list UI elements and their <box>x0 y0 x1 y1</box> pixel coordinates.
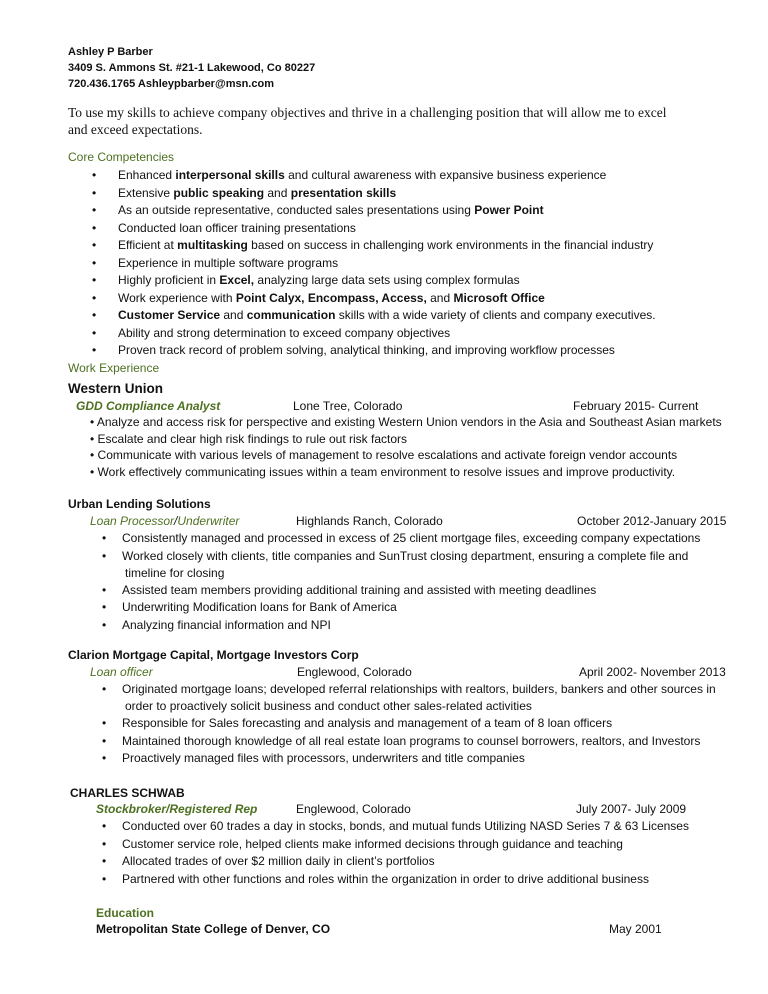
job-bullets <box>90 414 722 480</box>
list-item: • Conducted over 60 trades a day in stocks, bonds, and mutual funds Utilizing NASD Series 7 & 63 Licenses <box>100 818 689 836</box>
job-role: Loan Processor/Underwriter <box>90 514 240 528</box>
list-item: • Partnered with other functions and roles within the organization in order to drive additional business <box>100 871 689 889</box>
list-item: • Assisted team members providing additional training and assisted with meeting deadlines <box>100 582 700 600</box>
list-item: • Worked closely with clients, title companies and SunTrust closing department, ensuring a complete file and timeline for closing <box>100 548 700 582</box>
job-dates: October 2012-January 2015 <box>577 514 727 528</box>
job-bullets <box>100 681 716 768</box>
job-bullets <box>100 530 700 634</box>
list-item: • Enhanced interpersonal skills and cultural awareness with expansive business experience <box>68 167 656 185</box>
job-location: Englewood, Colorado <box>296 802 411 816</box>
list-item: • Underwriting Modification loans for Bank of America <box>100 599 700 617</box>
list-item: • Communicate with various levels of management to resolve escalations and activate foreign vendor accounts <box>90 447 722 464</box>
list-item: • Work effectively communicating issues within a team environment to resolve issues and improve productivity. <box>90 464 722 481</box>
list-item: • Escalate and clear high risk findings to rule out risk factors <box>90 431 722 448</box>
list-item: • Ability and strong determination to exceed company objectives <box>68 325 656 343</box>
list-item: • Customer service role, helped clients make informed decisions through guidance and teaching <box>100 836 689 854</box>
job-dates: February 2015- Current <box>573 399 699 413</box>
core-competencies-title: Core Competencies <box>68 150 175 164</box>
list-item: • As an outside representative, conducted sales presentations using Power Point <box>68 202 656 220</box>
list-item: • Responsible for Sales forecasting and analysis and management of a team of 8 loan officers <box>100 715 716 733</box>
list-item: • Conducted loan officer training presentations <box>68 220 656 238</box>
job-role: Loan officer <box>90 665 153 679</box>
list-item: • Maintained thorough knowledge of all real estate loan programs to counsel borrowers, realtors, and Investors <box>100 733 716 751</box>
list-item: • Experience in multiple software programs <box>68 255 656 273</box>
education-school: Metropolitan State College of Denver, CO <box>96 922 331 936</box>
list-item: • Efficient at multitasking based on success in challenging work environments in the financial industry <box>68 237 656 255</box>
core-competencies-list <box>68 167 656 360</box>
job-location: Lone Tree, Colorado <box>293 399 403 413</box>
education-date: May 2001 <box>609 922 662 936</box>
job-location: Highlands Ranch, Colorado <box>296 514 443 528</box>
company-western-union: Western Union <box>68 381 164 396</box>
list-item: • Originated mortgage loans; developed referral relationships with realtors, builders, bankers and other sources in order to proactively solicit business and conduct other sales-related activities <box>100 681 716 715</box>
contact-phone-email: 720.436.1765 Ashleypbarber@msn.com <box>68 78 274 90</box>
job-location: Englewood, Colorado <box>297 665 412 679</box>
contact-address: 3409 S. Ammons St. #21-1 Lakewood, Co 80227 <box>68 62 316 74</box>
list-item: • Highly proficient in Excel, analyzing large data sets using complex formulas <box>68 272 656 290</box>
list-item: • Extensive public speaking and presentation skills <box>68 185 656 203</box>
company-charles-schwab: CHARLES SCHWAB <box>70 786 185 800</box>
job-role: Stockbroker/Registered Rep <box>96 802 258 816</box>
list-item: • Proactively managed files with processors, underwriters and title companies <box>100 750 716 768</box>
list-item: • Allocated trades of over $2 million daily in client’s portfolios <box>100 853 689 871</box>
work-experience-title: Work Experience <box>68 361 160 375</box>
list-item: • Work experience with Point Calyx, Encompass, Access, and Microsoft Office <box>68 290 656 308</box>
company-clarion-mortgage: Clarion Mortgage Capital, Mortgage Investors Corp <box>68 648 359 662</box>
list-item: • Customer Service and communication skills with a wide variety of clients and company executives. <box>68 307 656 325</box>
job-dates: July 2007- July 2009 <box>576 802 687 816</box>
contact-name: Ashley P Barber <box>68 46 153 58</box>
job-dates: April 2002- November 2013 <box>579 665 726 679</box>
company-urban-lending: Urban Lending Solutions <box>68 497 211 511</box>
education-title: Education <box>96 906 155 920</box>
list-item: • Analyze and access risk for perspective and existing Western Union vendors in the Asia and Southeast Asian markets <box>90 414 722 431</box>
job-bullets <box>100 818 689 888</box>
list-item: • Consistently managed and processed in excess of 25 client mortgage files, exceeding company expectations <box>100 530 700 548</box>
job-role: GDD Compliance Analyst <box>76 399 221 413</box>
list-item: • Analyzing financial information and NPI <box>100 617 700 635</box>
list-item: • Proven track record of problem solving, analytical thinking, and improving workflow processes <box>68 342 656 360</box>
objective-statement: To use my skills to achieve company objectives and thrive in a challenging position that will allow me to excel and exceed expectations. <box>68 105 667 137</box>
